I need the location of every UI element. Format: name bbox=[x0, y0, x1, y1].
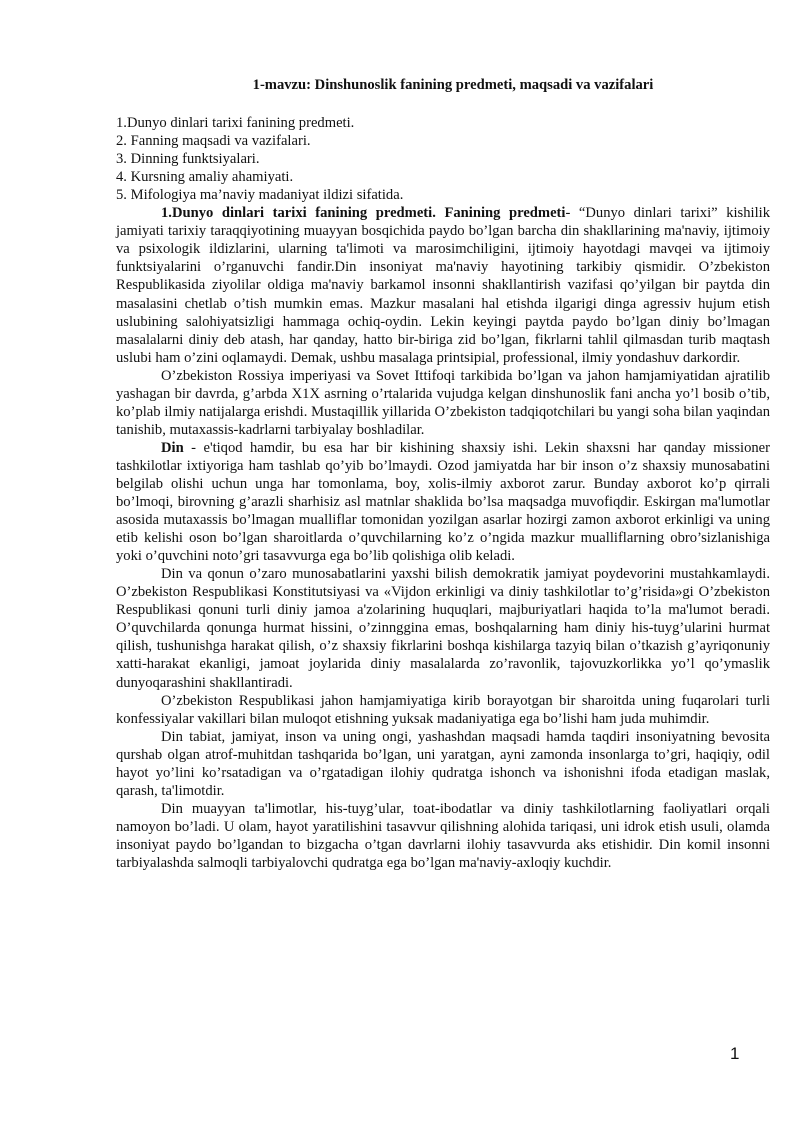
outline-item: 3. Dinning funktsiyalari. bbox=[116, 151, 260, 168]
din-term: Din bbox=[161, 439, 184, 456]
paragraph-din-definition bbox=[116, 439, 770, 565]
outline-item: 2. Fanning maqsadi va vazifalari. bbox=[116, 133, 311, 150]
section-heading: 1.Dunyo dinlari tarixi fanining predmeti bbox=[161, 205, 433, 222]
paragraph-history: O’zbekiston Rossiya imperiyasi va Sovet Ittifoqi tarkibida bo’lgan va jahon hamjamiyatidan ajratilib yashagan bir davrda, g’arbda X1X asrning o’rtalarida vujudga kelgan dinshunoslik fani ancha yo’l bosib o’tib, ko’plab ilmiy natijalarga erishdi. Mustaqillik yillarida O’zbekiston tadqiqotchilari bu yangi soha bilan yaqindan tanishib, mutaxassis-kadrlarni tarbiyalay boshladilar. bbox=[116, 367, 770, 438]
heading-separator: . bbox=[432, 205, 445, 222]
page-content bbox=[116, 76, 770, 872]
page-number: 1 bbox=[730, 1044, 740, 1063]
topic-outline bbox=[116, 114, 770, 204]
paragraph-text: - e'tiqod hamdir, bu esa har bir kishining shaxsiy ishi. Lekin shaxsni har qanday missioner tashkilotlar ixtiyoriga ham tashlab qo’yib bo’lmaydi. Ozod jamiyatda har bir inson o’z shaxsiy munosabatini belgilab olishi uchun unga har tomonlama, boy, xolis-ilmiy axborot zarur. Bunday axborot ko’p qirrali bo’lmoqi, birovning g’arazli sharhisiz asl matnlar shaklida bo’lsa maqsadga muvofiqdir. Eskirgan ma'lumotlar asosida mutaxassis bo’lmagan mualliflar tomonidan yozilgan asarlar hozirgi zamon axborot erkinligi va uning etib kelishi oson bo’lgan sharoitlarda o’quvchilarning ko’z o’ngida mazkur mualliflarning obro’sizlanishiga yoki o’quvchini noto’gri tasavvurga ega bo’lib qolishiga olib keladi. bbox=[116, 439, 770, 565]
document-title: 1-mavzu: Dinshunoslik fanining predmeti, maqsadi va vazifalari bbox=[252, 77, 654, 93]
paragraph-nature: Din tabiat, jamiyat, inson va uning ongi, yashashdan maqsadi hamda taqdiri insoniyatning bevosita qurshab olgan atrof-muhitdan tashqarida bo’lgan, uni yaratgan, ayni zamonda insonlarga to’gri, haqiqiy, odil hayot yo’lini ko’rsatadigan va o’rgatadigan ilohiy qudratga ishonch va ishonishni ifoda etadigan maslak, qarash, ta'limotdir. bbox=[116, 728, 770, 799]
outline-item: 4. Kursning amaliy ahamiyati. bbox=[116, 169, 294, 186]
paragraph-dialogue: O’zbekiston Respublikasi jahon hamjamiyatiga kirib borayotgan bir sharoitda uning fuqarolari turli konfessiyalar vakillari bilan muloqot etishning yuksak madaniyatiga ega bo’lishi ham juda muhimdir. bbox=[116, 692, 770, 727]
outline-item: 5. Mifologiya ma’naviy madaniyat ildizi sifatida. bbox=[116, 187, 404, 204]
paragraph-manifestation: Din muayyan ta'limotlar, his-tuyg’ular, toat-ibodatlar va diniy tashkilotlarning faoliyatlari orqali namoyon bo’ladi. U olam, hayot yaratilishini tasavvur qilishning alohida tariqasi, uni idrok etish usuli, olamda insoniyat paydo bo’lgandan to bizgacha o’tgan davrlarni ilohiy tasavvurda aks etishidir. Din komil insonni tarbiyalashda salmoqli tarbiyalovchi qudratga ega bo’lgan ma'naviy-axloqiy kuchdir. bbox=[116, 800, 770, 871]
subject-term: Fanining predmeti bbox=[444, 205, 566, 222]
paragraph-subject bbox=[116, 204, 770, 366]
paragraph-text: - “Dunyo dinlari tarixi” kishilik jamiyati tarixiy taraqqiyotining muayyan bosqichida paydo bo’lgan barcha din shakllarining ma'naviy, ijtimoiy va psixologik ildizlarini, ularning ta'limoti va marosimchiligini, ijtimoiy hayotdagi mavqei va ijtimoiy funktsiyalarini o’rganuvchi fandir.Din insoniyat ma'naviy hayotining tarkibiy qismidir. O’zbekiston Respublikasida ziyolilar oldiga ma'naviy barkamol insonni shakllantirish vazifasi qo’yilgan bir paytda din masalasini chetlab o’tish mumkin emas. Mazkur masalani hal etishda ilgarigi dinga agressiv hujum etish uslubining salohiyatsizligi hammaga ochiq-oydin. Lekin keyingi paytda paydo bo’lgan diniy bo’lmagan masalalarni diniy deb atash, har qanday, hatto bir-biriga zid bo’lgan, fikrlarni tahlil qilmasdan turib maqtash uslubi ham o’zini oqlamaydi. Demak, ushbu masalaga printsipial, professional, ilmiy yondashuv darkordir. bbox=[116, 205, 770, 366]
paragraph-law: Din va qonun o’zaro munosabatlarini yaxshi bilish demokratik jamiyat poydevorini mustahkamlaydi. O’zbekiston Respublikasi Konstitutsiyasi va «Vijdon erkinligi va diniy tashkilotlar to’g’risida»gi O’zbekiston Respublikasi qonuni turli diniy jamoa a'zolarining huquqlari, majburiyatlari haqida to’la ma'lumot beradi. O’quvchilarda qonunga hurmat hissini, o’zinnggina emas, boshqalarning ham diniy his-tuyg’ularini hurmat qilish, tushunishga harakat qilish, o’z shaxsiy fikrlarini boshqa kishilarga tazyiq bilan o’tkazish g’ayriqonuniy xatti-harakat ekanligi, jamoat joylarida diniy masalalarda zo’ravonlik, tajovuzkorlikka yo’l qo’ymaslik dunyoqarashini shakllantiradi. bbox=[116, 566, 770, 691]
outline-item: 1.Dunyo dinlari tarixi fanining predmeti. bbox=[116, 115, 355, 132]
